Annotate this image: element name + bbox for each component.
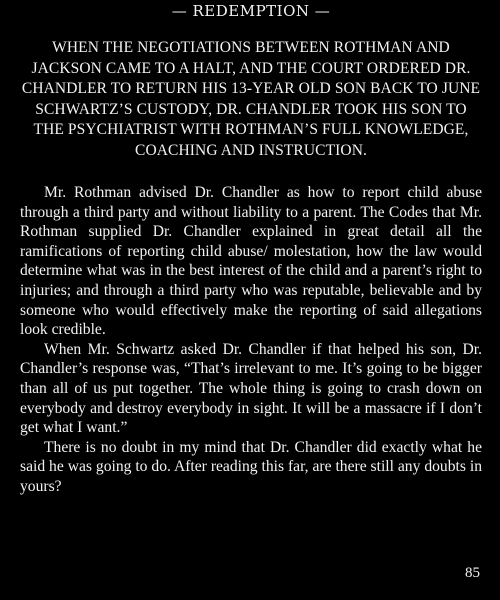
page-number: 85 [465,565,480,581]
running-head: — REDEMPTION — [171,2,331,20]
body-text [20,183,482,497]
paragraph-3: There is no doubt in my mind that Dr. Chandler did exactly what he said he was going to do. After reading this far, are there still any doubts in yours? [20,438,482,495]
paragraph-1: Mr. Rothman advised Dr. Chandler as how to report child abuse through a third party and without liability to a parent. The Codes that Mr. Rothman supplied Dr. Chandler explained in great detail all the ramifications of reporting child abuse/ molestation, how the law would determine what was in the best interest of the child and a parent’s right to injuries; and through a third party who was reputable, believable and by someone who would effectively make the reporting of said allegations look credible. [20,184,482,339]
lead-paragraph: WHEN THE NEGOTIATIONS BETWEEN ROTHMAN AND JACKSON CAME TO A HALT, AND THE COURT ORDERED DR. CHANDLER TO RETURN HIS 13-YEAR OLD SON BACK TO JUNE SCHWARTZ’S CUSTODY, DR. CHANDLER TOOK HIS SON TO THE PSYCHIATRIST WITH ROTHMAN’S FULL KNOWLEDGE, COACHING AND INSTRUCTION. [21,39,481,159]
paragraph-2: When Mr. Schwartz asked Dr. Chandler if that helped his son, Dr. Chandler’s response was, “That’s irrelevant to me. It’s going to be bigger than all of us put together. The whole thing is going to crash down on everybody and destroy everybody in sight. It will be a massacre if I don’t get what I want.” [20,340,482,437]
